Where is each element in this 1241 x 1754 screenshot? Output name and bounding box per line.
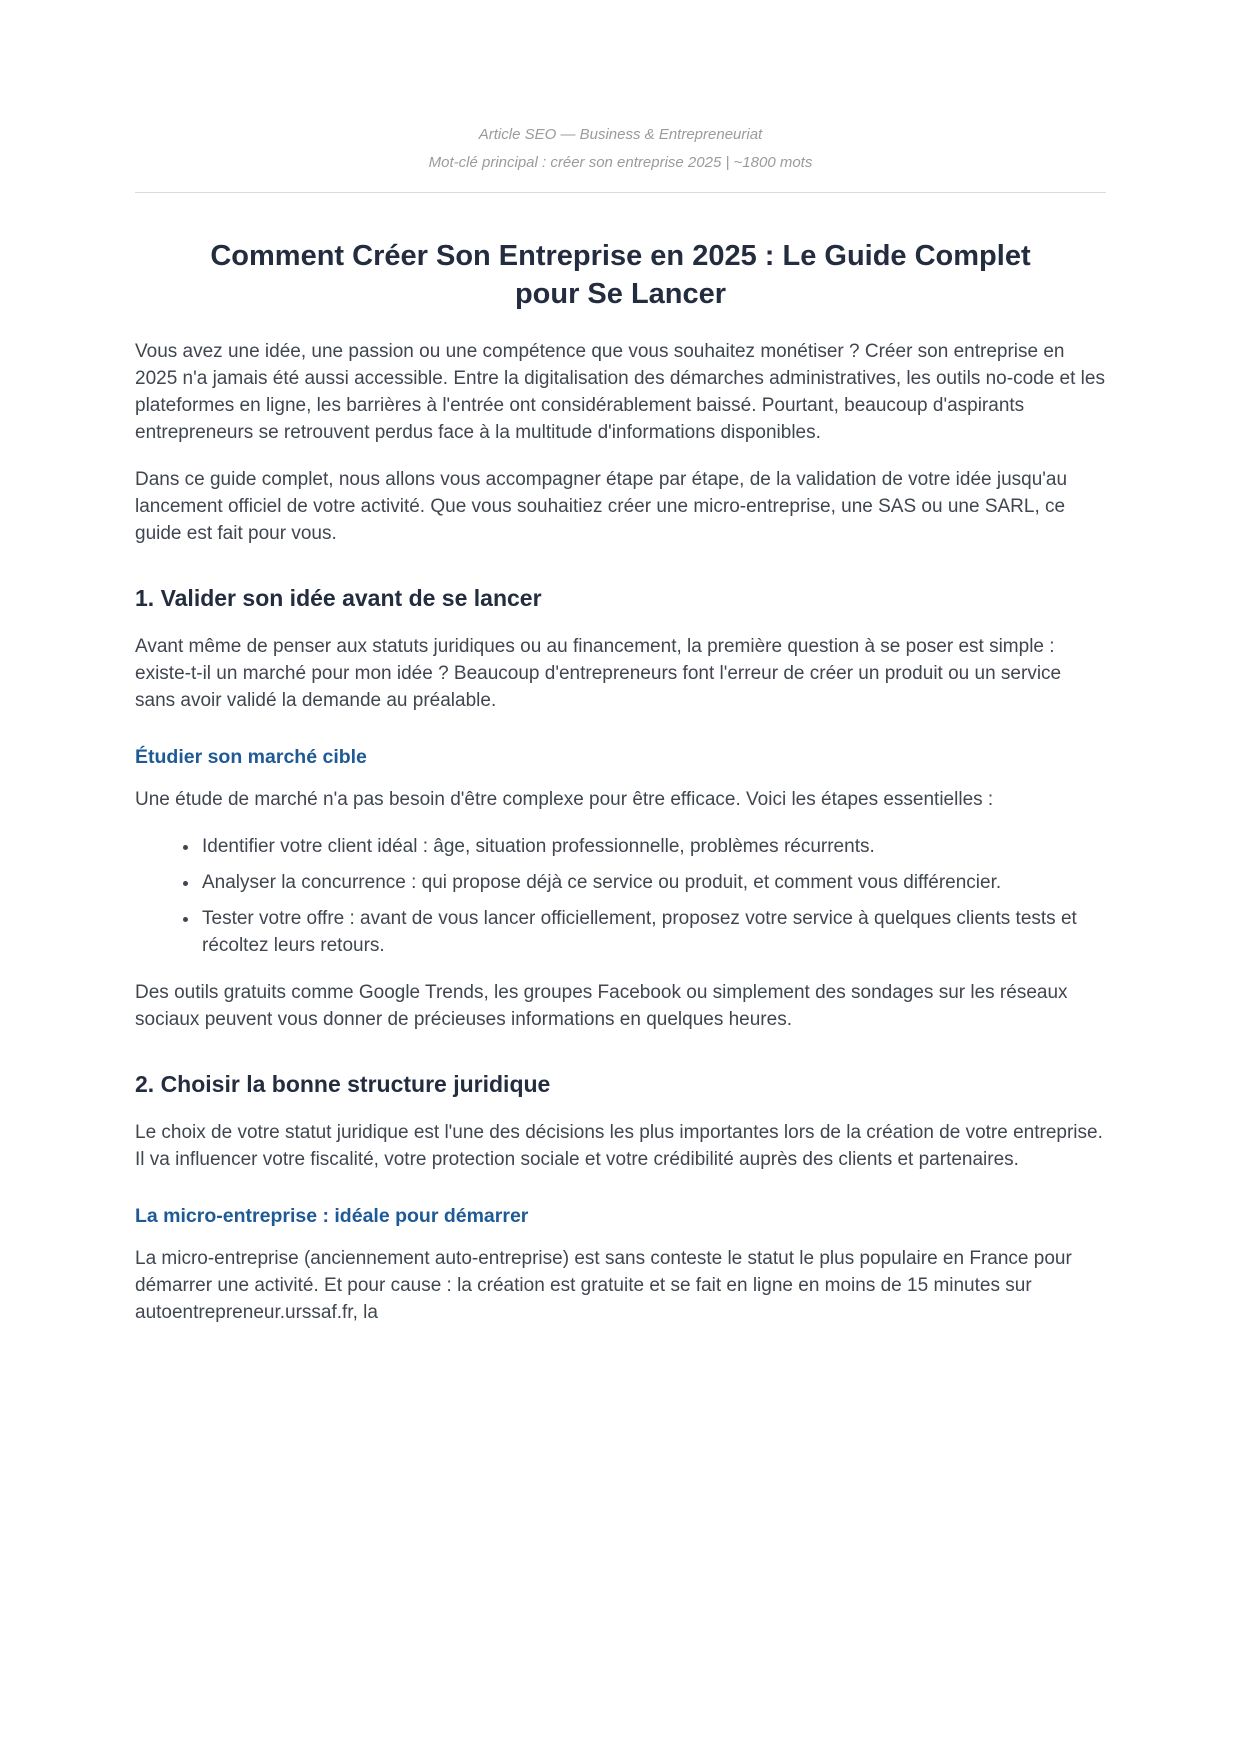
section-1-heading: 1. Valider son idée avant de se lancer	[135, 585, 542, 611]
subsection-heading-micro-entreprise: La micro-entreprise : idéale pour démarrer	[135, 1205, 529, 1227]
meta-line-2: Mot-clé principal : créer son entreprise 2025 | ~1800 mots	[428, 154, 813, 171]
article-page	[135, 0, 1106, 1326]
subsection-heading-market-study: Étudier son marché cible	[135, 746, 367, 768]
list-item: • Tester votre offre : avant de vous lancer officiellement, proposez votre service à quelques clients tests et récoltez leurs retours.	[200, 905, 1106, 959]
section-2-paragraph-1: Le choix de votre statut juridique est l'une des décisions les plus importantes lors de la création de votre entreprise. Il va influencer votre fiscalité, votre protection sociale et votre crédibilité auprès des clients et partenaires.	[135, 1122, 1103, 1170]
section-2-heading: 2. Choisir la bonne structure juridique	[135, 1071, 551, 1097]
section-1-paragraph-1: Avant même de penser aux statuts juridiques ou au financement, la première question à se poser est simple : existe-t-il un marché pour mon idée ? Beaucoup d'entrepreneurs font l'erreur de créer un produit ou un service sans avoir validé la demande au préalable.	[135, 636, 1062, 711]
market-study-paragraph-2: Des outils gratuits comme Google Trends, les groupes Facebook ou simplement des sondages sur les réseaux sociaux peuvent vous donner de précieuses informations en quelques heures.	[135, 982, 1068, 1030]
market-study-steps-list	[135, 833, 1106, 959]
micro-entreprise-paragraph-1: La micro-entreprise (anciennement auto-entreprise) est sans conteste le statut le plus populaire en France pour démarrer une activité. Et pour cause : la création est gratuite et se fait en ligne en moins de 15 minutes sur autoentrepreneur.urssaf.fr, la	[135, 1248, 1072, 1323]
intro-paragraph-2: Dans ce guide complet, nous allons vous accompagner étape par étape, de la validation de votre idée jusqu'au lancement officiel de votre activité. Que vous souhaitiez créer une micro-entreprise, une SAS ou une SARL, ce guide est fait pour vous.	[135, 469, 1068, 544]
list-item: • Analyser la concurrence : qui propose déjà ce service ou produit, et comment vous différencier.	[200, 869, 1106, 896]
meta-line-1: Article SEO — Business & Entrepreneuriat	[478, 126, 763, 143]
list-item: • Identifier votre client idéal : âge, situation professionnelle, problèmes récurrents.	[200, 833, 1106, 860]
intro-paragraph-1: Vous avez une idée, une passion ou une compétence que vous souhaitez monétiser ? Créer son entreprise en 2025 n'a jamais été aussi accessible. Entre la digitalisation des démarches administratives, les outils no-code et les plateformes en ligne, les barrières à l'entrée ont considérablement baissé. Pourtant, beaucoup d'aspirants entrepreneurs se retrouvent perdus face à la multitude d'informations disponibles.	[135, 341, 1105, 443]
divider	[135, 192, 1106, 193]
doc-meta	[135, 126, 1106, 171]
market-study-paragraph-1: Une étude de marché n'a pas besoin d'être complexe pour être efficace. Voici les étapes essentielles :	[135, 789, 994, 810]
article-title: Comment Créer Son Entreprise en 2025 : Le Guide Complet pour Se Lancer	[210, 240, 1031, 310]
